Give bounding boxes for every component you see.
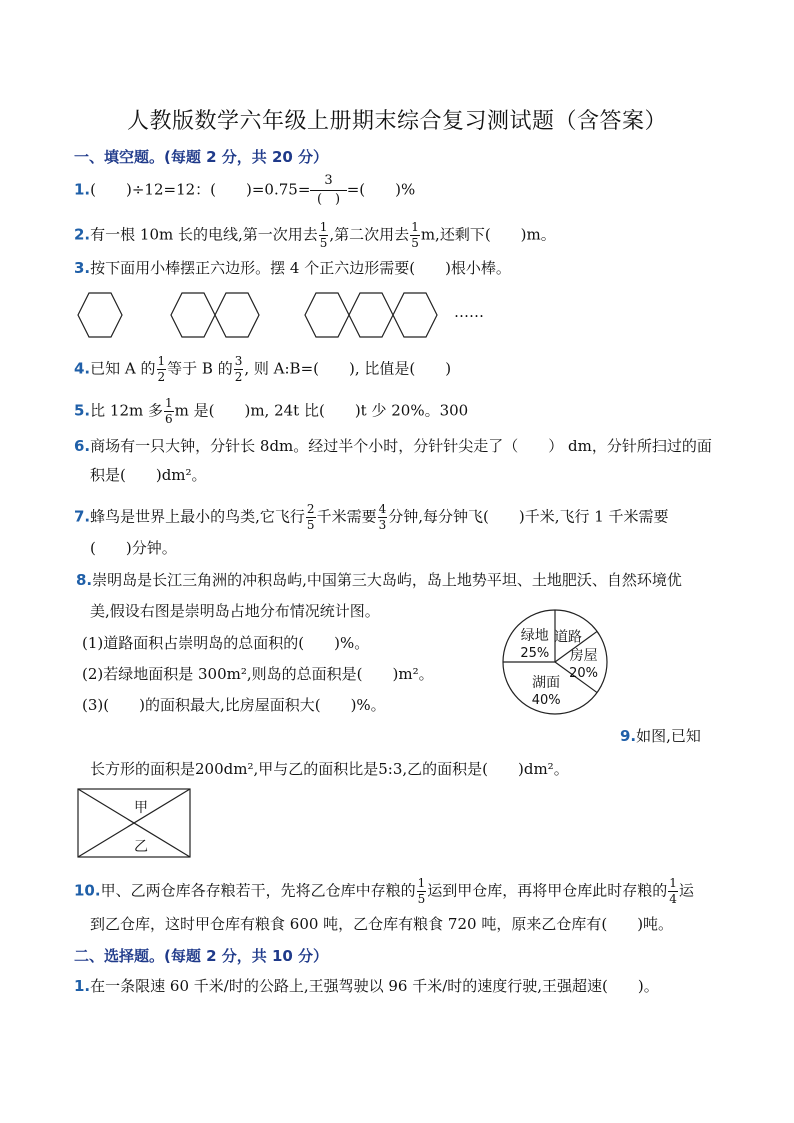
fraction-denominator: ( ) (316, 192, 341, 207)
q7-line-2: ( )分钟。 (90, 539, 177, 557)
question-number: 3. (74, 259, 91, 277)
section-2-heading: 二、选择题。(每题 2 分，共 10 分） (74, 947, 329, 965)
q9-text-a: 如图,已知 (636, 727, 701, 745)
q8-line-2: 美,假设右图是崇明岛占地分布情况统计图。 (90, 602, 380, 620)
q5-text-b: m 是( )m, 24t 比( )t 少 20%。300 (174, 401, 469, 420)
q10-line-2: 到乙仓库，这时甲仓库有粮食 600 吨，乙仓库有粮食 720 吨，原来乙仓库有( )吨。 (90, 915, 674, 933)
pie-slice-value: 40% (531, 693, 561, 709)
q9-line-2: 长方形的面积是200dm²,甲与乙的面积比是5:3,乙的面积是( )dm²。 (90, 760, 569, 778)
q10-text-a: 甲、乙两仓库各存粮若干，先将乙仓库中存粮的 (100, 881, 416, 900)
fraction (417, 876, 427, 907)
question-number: 1. (74, 180, 91, 199)
question-number: 1. (74, 977, 91, 995)
pie-slice-value: 25% (520, 645, 550, 661)
q6-line-1: 商场有一只大钟，分针长 8dm。经过半个小时，分针针尖走了（ ） dm，分针所扫过的面 (90, 437, 712, 455)
pie-slice-label: 房屋 (569, 648, 598, 664)
fraction-denominator: 5 (319, 236, 328, 250)
q7-text-a: 蜂鸟是世界上最小的鸟类,它飞行 (90, 507, 305, 526)
q2-text-a: 有一根 10m 长的电线,第一次用去 (90, 225, 318, 244)
question-number: 5. (74, 401, 91, 420)
label-jia: 甲 (134, 800, 148, 816)
fraction-numerator: 1 (165, 396, 173, 410)
q3-text: 按下面用小棒摆正六边形。摆 4 个正六边形需要( )根小棒。 (90, 259, 511, 277)
pie-slice-label: 湖面 (532, 675, 561, 692)
fraction-numerator: 2 (306, 502, 315, 516)
q4-text-b: 等于 B 的 (167, 359, 233, 378)
section-1-heading: 一、填空题。(每题 2 分，共 20 分） (74, 148, 329, 166)
question-number: 4. (74, 359, 91, 378)
q5-text-a: 比 12m 多 (90, 401, 163, 420)
question-number: 10. (74, 881, 101, 900)
question-number: 7. (74, 507, 91, 526)
q8-sub-3: (3)( )的面积最大,比房屋面积大( )%。 (82, 696, 386, 714)
fraction-numerator: 3 (234, 354, 243, 368)
q3-ellipsis: …… (454, 303, 484, 321)
q10-text-c: 运 (678, 881, 694, 900)
q4-text-a: 已知 A 的 (90, 359, 156, 378)
q1-text-pre: ( )÷12=12：( )=0.75= (90, 180, 311, 199)
question-10 (74, 876, 694, 907)
fraction-numerator: 3 (310, 172, 346, 191)
fraction-denominator: 6 (165, 412, 173, 426)
label-yi: 乙 (134, 839, 148, 855)
fraction (668, 876, 678, 907)
fraction-numerator: 1 (417, 876, 426, 890)
fraction-denominator: 2 (234, 370, 243, 384)
q8-sub-1: (1)道路面积占崇明岛的总面积的( )%。 (82, 634, 370, 652)
q2-text-b: ,第二次用去 (329, 225, 410, 244)
q4-text-c: , 则 A:B=( ), 比值是( ) (244, 359, 452, 378)
fraction-numerator: 1 (669, 876, 677, 890)
pie-slice-label: 道路 (553, 629, 582, 646)
pie-slice-value: 20% (569, 666, 599, 681)
q1-text-post: =( )% (346, 180, 416, 199)
fraction-numerator: 1 (319, 220, 328, 234)
pie-slice-label: 绿地 (520, 627, 549, 644)
s2q1-text: 在一条限速 60 千米/时的公路上,王强驾驶以 96 千米/时的速度行驶,王强超速( )。 (90, 977, 659, 995)
fraction-numerator: 1 (157, 354, 166, 368)
fraction-numerator: 1 (411, 220, 419, 234)
question-number: 8. (76, 571, 93, 589)
fraction-denominator: 3 (378, 518, 387, 532)
fraction-denominator: 2 (157, 370, 166, 384)
page-title: 人教版数学六年级上册期末综合复习测试题（含答案） (126, 109, 667, 134)
fraction-denominator: 5 (411, 236, 419, 250)
q7-text-c: 分钟,每分钟飞( )千米,飞行 1 千米需要 (388, 507, 669, 526)
q10-text-b: 运到甲仓库，再将甲仓库此时存粮的 (427, 881, 668, 900)
fraction-numerator: 4 (378, 502, 387, 516)
q8-sub-2: (2)若绿地面积是 300m²,则岛的总面积是( )m²。 (82, 665, 434, 683)
fraction-denominator: 5 (417, 892, 426, 906)
q8-line-1: 崇明岛是长江三角洲的冲积岛屿,中国第三大岛屿，岛上地势平坦、土地肥沃、自然环境优 (92, 571, 682, 589)
q6-line-2: 积是( )dm²。 (90, 466, 207, 484)
fraction-denominator: 5 (306, 518, 315, 532)
question-number: 6. (74, 437, 91, 455)
section-2-question-1 (74, 976, 659, 996)
question-number: 2. (74, 225, 91, 244)
q2-text-c: m,还剩下( )m。 (420, 225, 556, 244)
fraction-denominator: 4 (669, 892, 677, 906)
question-number: 9. (620, 727, 637, 745)
q7-text-b: 千米需要 (316, 507, 377, 526)
